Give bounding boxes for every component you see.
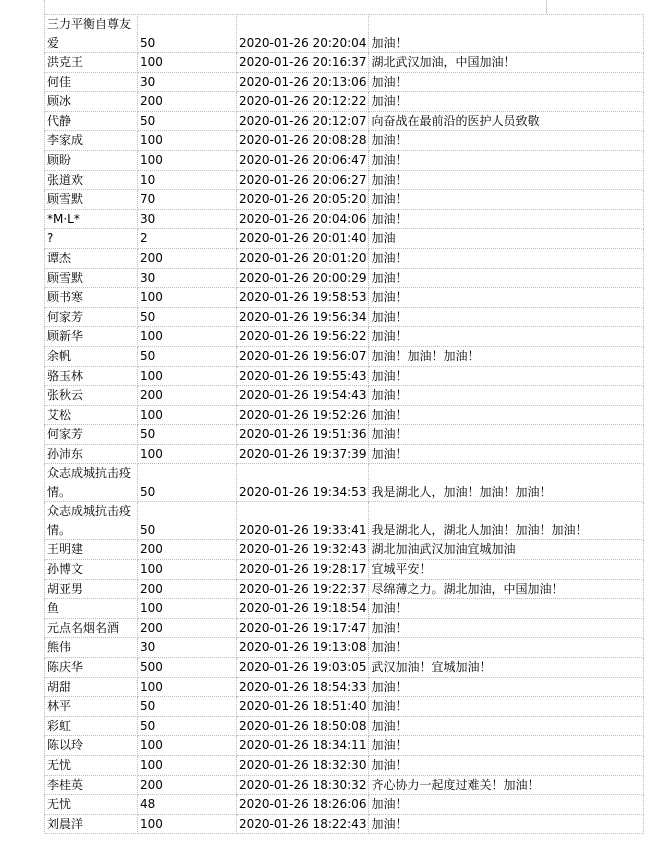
amount-cell: 100 [138, 366, 237, 386]
donation-rows [45, 15, 644, 834]
table-row [45, 366, 644, 386]
amount-cell: 200 [138, 248, 237, 268]
amount-cell: 100 [138, 599, 237, 619]
table-row [45, 795, 644, 815]
amount-cell: 200 [138, 540, 237, 560]
timestamp-cell: 2020-01-26 18:32:30 [237, 756, 369, 776]
table-row [45, 307, 644, 327]
amount-cell: 100 [138, 677, 237, 697]
message-cell: 向奋战在最前沿的医护人员致敬 [369, 111, 644, 131]
amount-cell: 70 [138, 190, 237, 210]
message-cell: 加油！ [369, 618, 644, 638]
amount-cell: 100 [138, 736, 237, 756]
timestamp-cell: 2020-01-26 19:03:05 [237, 658, 369, 678]
donor-name-cell: 顾雪默 [45, 268, 138, 288]
timestamp-cell: 2020-01-26 18:50:08 [237, 716, 369, 736]
donor-name-cell: 张秋云 [45, 386, 138, 406]
message-cell: 加油！ [369, 814, 644, 834]
message-cell: 加油！ [369, 288, 644, 308]
donor-name-cell: 无忧 [45, 795, 138, 815]
message-cell: 加油 [369, 229, 644, 249]
amount-cell: 100 [138, 150, 237, 170]
message-cell: 加油！ [369, 638, 644, 658]
donor-name-cell: 彩虹 [45, 716, 138, 736]
message-cell: 加油！ [369, 248, 644, 268]
table-row [45, 560, 644, 580]
message-cell: 加油！ [369, 131, 644, 151]
donor-name-cell: 三力平衡自尊友爱 [45, 15, 138, 53]
donor-name-cell: 艾松 [45, 405, 138, 425]
donor-name-cell: 何家芳 [45, 307, 138, 327]
table-row [45, 425, 644, 445]
message-cell: 加油！ [369, 92, 644, 112]
timestamp-cell: 2020-01-26 20:01:20 [237, 248, 369, 268]
table-row [45, 540, 644, 560]
timestamp-cell: 2020-01-26 18:51:40 [237, 697, 369, 717]
table-row [45, 502, 644, 540]
amount-cell: 2 [138, 229, 237, 249]
message-cell: 武汉加油！宜城加油！ [369, 658, 644, 678]
timestamp-cell: 2020-01-26 20:16:37 [237, 53, 369, 73]
amount-cell: 200 [138, 92, 237, 112]
table-row [45, 638, 644, 658]
donor-name-cell: 何佳 [45, 72, 138, 92]
amount-cell: 30 [138, 638, 237, 658]
table-row [45, 618, 644, 638]
timestamp-cell: 2020-01-26 19:56:34 [237, 307, 369, 327]
amount-cell: 50 [138, 111, 237, 131]
message-cell: 齐心协力一起度过难关！加油！ [369, 775, 644, 795]
donor-name-cell: 洪克王 [45, 53, 138, 73]
donor-name-cell: 谭杰 [45, 248, 138, 268]
timestamp-cell: 2020-01-26 20:12:07 [237, 111, 369, 131]
table-row [45, 150, 644, 170]
timestamp-cell: 2020-01-26 18:34:11 [237, 736, 369, 756]
donor-name-cell: 顾书寒 [45, 288, 138, 308]
message-cell: 加油！ [369, 15, 644, 53]
timestamp-cell: 2020-01-26 20:13:06 [237, 72, 369, 92]
table-row [45, 92, 644, 112]
donor-name-cell: 孙博文 [45, 560, 138, 580]
message-cell: 湖北加油武汉加油宜城加油 [369, 540, 644, 560]
amount-cell: 50 [138, 15, 237, 53]
donor-name-cell: 胡亚男 [45, 579, 138, 599]
message-cell: 加油！ [369, 327, 644, 347]
table-row [45, 209, 644, 229]
table-row [45, 756, 644, 776]
amount-cell: 30 [138, 209, 237, 229]
amount-cell: 50 [138, 346, 237, 366]
timestamp-cell: 2020-01-26 19:55:43 [237, 366, 369, 386]
message-cell: 加油！ [369, 795, 644, 815]
message-cell: 加油！ [369, 170, 644, 190]
timestamp-cell: 2020-01-26 18:22:43 [237, 814, 369, 834]
donor-name-cell: ? [45, 229, 138, 249]
timestamp-cell: 2020-01-26 19:33:41 [237, 502, 369, 540]
amount-cell: 100 [138, 756, 237, 776]
timestamp-cell: 2020-01-26 19:34:53 [237, 464, 369, 502]
donor-name-cell: 众志成城抗击疫情。 [45, 464, 138, 502]
table-row [45, 697, 644, 717]
message-cell: 加油！ [369, 677, 644, 697]
message-cell: 加油！ [369, 209, 644, 229]
amount-cell: 100 [138, 327, 237, 347]
message-cell: 加油！ [369, 756, 644, 776]
timestamp-cell: 2020-01-26 20:06:27 [237, 170, 369, 190]
amount-cell: 100 [138, 53, 237, 73]
table-row [45, 248, 644, 268]
table-row [45, 716, 644, 736]
amount-cell: 100 [138, 288, 237, 308]
timestamp-cell: 2020-01-26 18:30:32 [237, 775, 369, 795]
amount-cell: 50 [138, 697, 237, 717]
timestamp-cell: 2020-01-26 19:17:47 [237, 618, 369, 638]
timestamp-cell: 2020-01-26 20:20:04 [237, 15, 369, 53]
donor-name-cell: 鱼 [45, 599, 138, 619]
message-cell: 加油！ [369, 697, 644, 717]
timestamp-cell: 2020-01-26 19:56:07 [237, 346, 369, 366]
donor-name-cell: 张道欢 [45, 170, 138, 190]
donor-name-cell: 胡甜 [45, 677, 138, 697]
message-cell: 湖北武汉加油，中国加油！ [369, 53, 644, 73]
amount-cell: 50 [138, 425, 237, 445]
message-cell: 加油！ [369, 366, 644, 386]
donor-name-cell: 李桂英 [45, 775, 138, 795]
amount-cell: 10 [138, 170, 237, 190]
table-row [45, 111, 644, 131]
timestamp-cell: 2020-01-26 19:58:53 [237, 288, 369, 308]
donor-name-cell: 林平 [45, 697, 138, 717]
table-row [45, 405, 644, 425]
table-row [45, 464, 644, 502]
page-edge [546, 0, 547, 14]
table-row [45, 190, 644, 210]
donor-name-cell: 熊伟 [45, 638, 138, 658]
message-cell: 尽绵薄之力。湖北加油，中国加油！ [369, 579, 644, 599]
message-cell: 加油！ [369, 716, 644, 736]
message-cell: 加油！ [369, 386, 644, 406]
table-row [45, 579, 644, 599]
donor-name-cell: 顾新华 [45, 327, 138, 347]
donor-name-cell: 李家成 [45, 131, 138, 151]
amount-cell: 100 [138, 560, 237, 580]
amount-cell: 48 [138, 795, 237, 815]
donor-name-cell: 刘晨洋 [45, 814, 138, 834]
donor-name-cell: 众志成城抗击疫情。 [45, 502, 138, 540]
message-cell: 我是湖北人，加油！加油！加油！ [369, 464, 644, 502]
table-row [45, 170, 644, 190]
message-cell: 加油！ [369, 190, 644, 210]
message-cell: 加油！ [369, 405, 644, 425]
message-cell: 加油！ [369, 425, 644, 445]
amount-cell: 100 [138, 814, 237, 834]
donor-name-cell: *M·L* [45, 209, 138, 229]
table-row [45, 814, 644, 834]
table-row [45, 53, 644, 73]
timestamp-cell: 2020-01-26 18:26:06 [237, 795, 369, 815]
message-cell: 加油！加油！加油！ [369, 346, 644, 366]
timestamp-cell: 2020-01-26 19:54:43 [237, 386, 369, 406]
donor-name-cell: 孙沛东 [45, 444, 138, 464]
timestamp-cell: 2020-01-26 19:56:22 [237, 327, 369, 347]
donor-name-cell: 王明建 [45, 540, 138, 560]
timestamp-cell: 2020-01-26 19:32:43 [237, 540, 369, 560]
timestamp-cell: 2020-01-26 20:05:20 [237, 190, 369, 210]
donor-name-cell: 陈以玲 [45, 736, 138, 756]
table-row [45, 658, 644, 678]
timestamp-cell: 2020-01-26 20:06:47 [237, 150, 369, 170]
column-divider [44, 0, 45, 14]
message-cell: 加油！ [369, 268, 644, 288]
timestamp-cell: 2020-01-26 19:51:36 [237, 425, 369, 445]
donor-name-cell: 何家芳 [45, 425, 138, 445]
timestamp-cell: 2020-01-26 20:00:29 [237, 268, 369, 288]
table-row [45, 599, 644, 619]
donor-name-cell: 顾盼 [45, 150, 138, 170]
table-row [45, 736, 644, 756]
donor-name-cell: 元点名烟名酒 [45, 618, 138, 638]
table-row [45, 775, 644, 795]
donor-name-cell: 顾雪默 [45, 190, 138, 210]
timestamp-cell: 2020-01-26 19:13:08 [237, 638, 369, 658]
amount-cell: 200 [138, 775, 237, 795]
table-row [45, 677, 644, 697]
table-row [45, 268, 644, 288]
message-cell: 加油！ [369, 736, 644, 756]
timestamp-cell: 2020-01-26 19:28:17 [237, 560, 369, 580]
donor-name-cell: 无忧 [45, 756, 138, 776]
message-cell: 加油！ [369, 150, 644, 170]
timestamp-cell: 2020-01-26 20:04:06 [237, 209, 369, 229]
message-cell: 加油！ [369, 307, 644, 327]
timestamp-cell: 2020-01-26 19:37:39 [237, 444, 369, 464]
table-row [45, 131, 644, 151]
table-row [45, 72, 644, 92]
message-cell: 加油！ [369, 599, 644, 619]
timestamp-cell: 2020-01-26 20:12:22 [237, 92, 369, 112]
timestamp-cell: 2020-01-26 20:08:28 [237, 131, 369, 151]
message-cell: 加油！ [369, 444, 644, 464]
table-row [45, 346, 644, 366]
amount-cell: 50 [138, 464, 237, 502]
timestamp-cell: 2020-01-26 18:54:33 [237, 677, 369, 697]
table-row [45, 15, 644, 53]
amount-cell: 50 [138, 716, 237, 736]
amount-cell: 200 [138, 579, 237, 599]
message-cell: 加油！ [369, 72, 644, 92]
table-row [45, 386, 644, 406]
message-cell: 我是湖北人，湖北人加油！加油！加油！ [369, 502, 644, 540]
table-row [45, 229, 644, 249]
donor-name-cell: 余帆 [45, 346, 138, 366]
table-row [45, 288, 644, 308]
amount-cell: 100 [138, 405, 237, 425]
amount-cell: 50 [138, 502, 237, 540]
amount-cell: 100 [138, 444, 237, 464]
table-row [45, 327, 644, 347]
amount-cell: 500 [138, 658, 237, 678]
table-row [45, 444, 644, 464]
donor-name-cell: 代静 [45, 111, 138, 131]
amount-cell: 50 [138, 307, 237, 327]
message-cell: 宜城平安！ [369, 560, 644, 580]
amount-cell: 30 [138, 72, 237, 92]
donor-name-cell: 陈庆华 [45, 658, 138, 678]
sheet-top-edge [0, 0, 540, 14]
amount-cell: 100 [138, 131, 237, 151]
donor-name-cell: 骆玉林 [45, 366, 138, 386]
amount-cell: 200 [138, 386, 237, 406]
timestamp-cell: 2020-01-26 19:18:54 [237, 599, 369, 619]
amount-cell: 200 [138, 618, 237, 638]
donation-table [44, 14, 644, 834]
amount-cell: 30 [138, 268, 237, 288]
timestamp-cell: 2020-01-26 20:01:40 [237, 229, 369, 249]
timestamp-cell: 2020-01-26 19:22:37 [237, 579, 369, 599]
timestamp-cell: 2020-01-26 19:52:26 [237, 405, 369, 425]
donor-name-cell: 顾冰 [45, 92, 138, 112]
